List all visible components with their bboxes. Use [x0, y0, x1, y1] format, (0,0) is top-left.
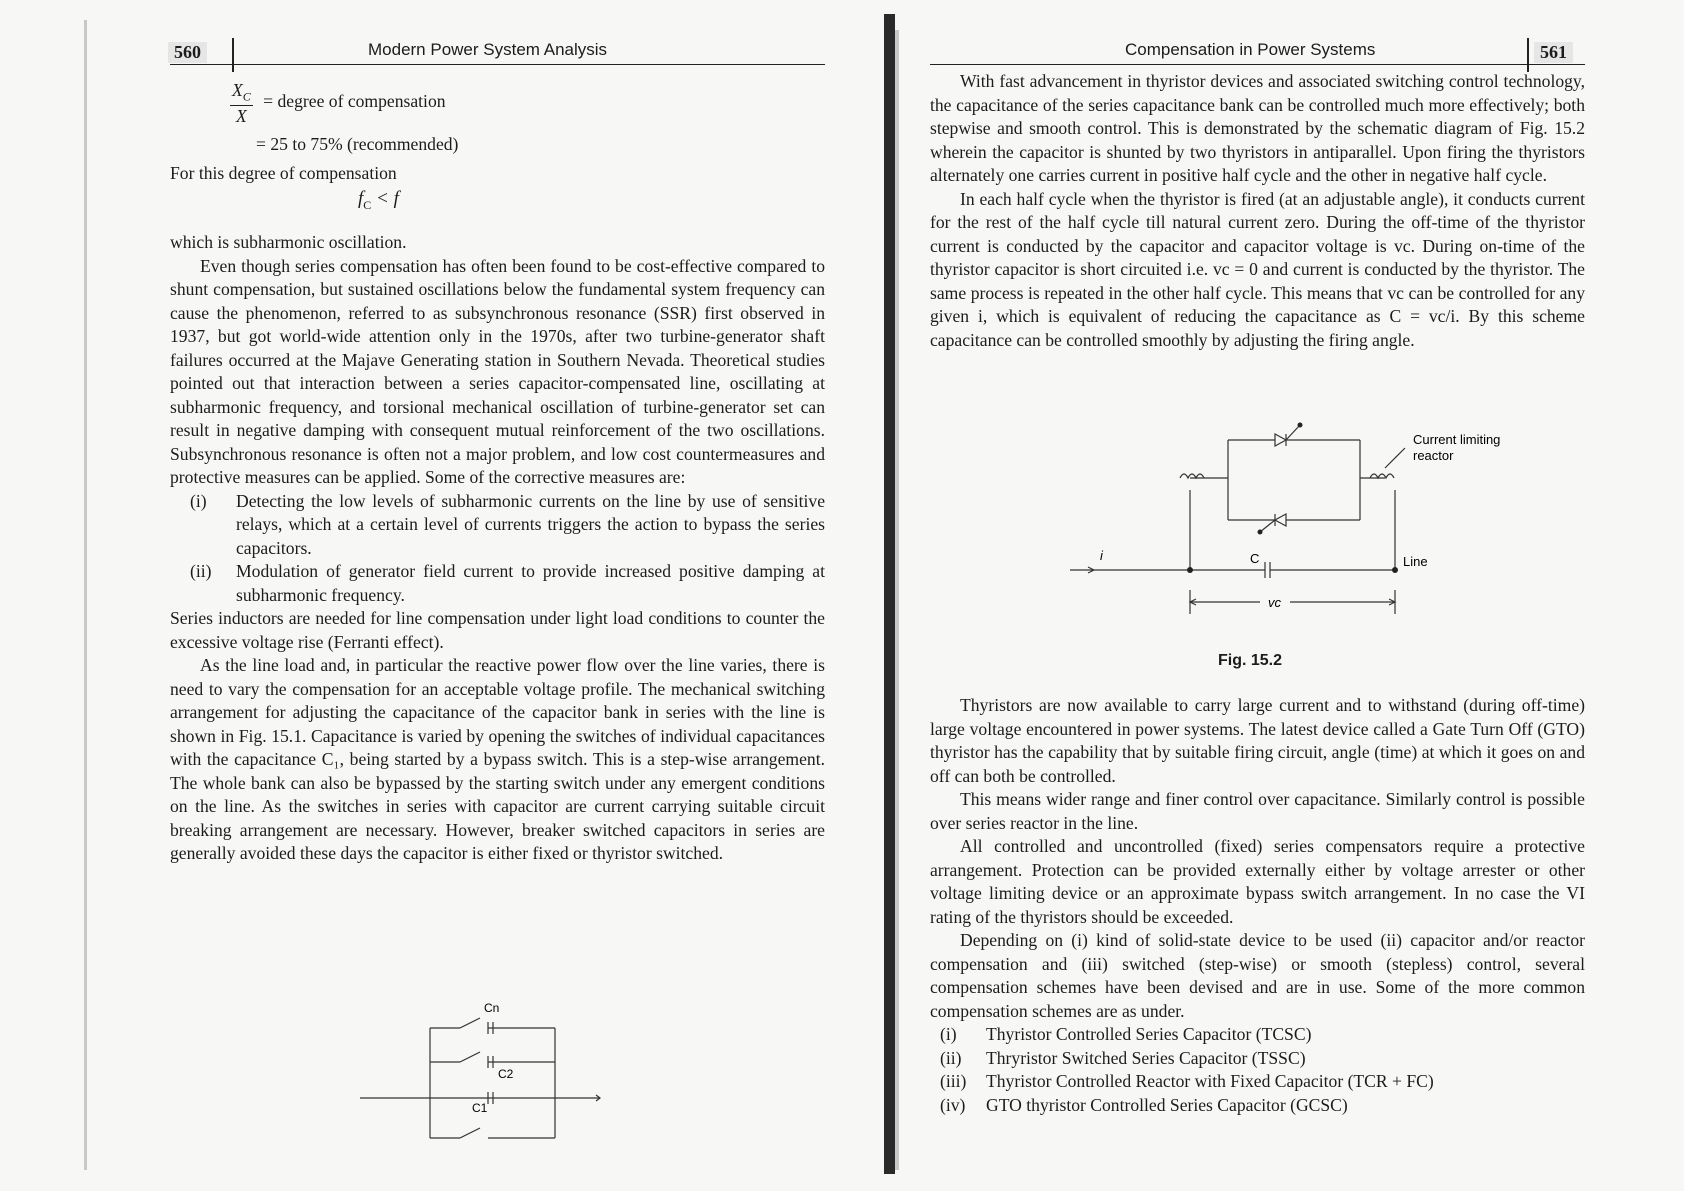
eq-denominator: X [236, 105, 247, 126]
label-c2: C2 [498, 1067, 514, 1081]
eq3-f: f [358, 188, 364, 209]
right-page-header [930, 38, 1585, 65]
right-page [930, 0, 1585, 1191]
figure-15-1-capacitor-bank [360, 990, 640, 1140]
label-reactor: reactor [1413, 448, 1454, 463]
measure-number: (ii) [190, 561, 212, 581]
scheme-number: (iii) [940, 1071, 967, 1091]
scheme-text: Thryristor Switched Series Capacitor (TSSC) [986, 1047, 1306, 1068]
book-gutter [884, 14, 895, 1174]
right-running-title: Compensation in Power Systems [1125, 40, 1376, 59]
page-edge-shadow [84, 20, 87, 1170]
para-inductors: Series inductors are needed for line compensation under light load conditions to counter the excessive voltage rise (Ferranti effect). [170, 608, 825, 652]
para-ssr: Even though series compensation has often been found to be cost-effective compared to shunt compensation, but sustained oscillations below the fundamental system frequency can cause the phenomenon, referred to as subsynchronous resonance (SSR) first observed in 1937, but got world-wide attention only in the 1970s, after two turbine-generator shaft failures occurred at the Majave Generating station in Southern Nevada. Theoretical studies pointed out that interaction between a series capacitor-compensated line, oscillating at subharmonic frequency, and torsional mechanical oscillation of turbine-generator set can result in negative damping with consequent mutual reinforcement of the two oscillations. Subsynchronous resonance is often not a major problem, and low cost countermeasures and protective measures can be applied. Some of the corrective measures are: [170, 255, 825, 487]
scheme-item-1 [930, 1023, 1585, 1047]
label-vc: vc [1268, 595, 1281, 610]
eq-numerator-sub: C [242, 89, 251, 104]
label-cn: Cn [484, 1001, 500, 1015]
right-page-number: 561 [1534, 42, 1573, 63]
label-line: Line [1403, 554, 1428, 569]
equation-range: = 25 to 75% (recommended) [256, 134, 459, 154]
measure-text: Detecting the low levels of subharmonic currents on the line by use of sensitive relays, which at a certain level of currents triggers the action to bypass the series capacitors. [236, 490, 825, 558]
measure-text: Modulation of generator field current to provide increased positive damping at subharmonic frequency. [236, 561, 825, 605]
book-gutter-shadow [895, 30, 899, 1170]
left-page-number: 560 [168, 42, 207, 63]
para-gto: Thyristors are now available to carry large current and to withstand (during off-time) large voltage encountered in power systems. The latest device called a Gate Turn Off (GTO) thyristor has the capability that by suitable firing circuit, angle (time) at which it goes on and off can both be controlled. [930, 695, 1585, 786]
left-running-title: Modern Power System Analysis [368, 40, 608, 59]
scheme-text: GTO thyristor Controlled Series Capacitor (GCSC) [986, 1094, 1348, 1115]
eq3-rest: < f [376, 188, 399, 209]
left-page-header [170, 38, 825, 65]
measure-number: (i) [190, 490, 207, 511]
eq3-sub: C [363, 197, 372, 212]
para-wider-range: This means wider range and finer control over capacitance. Similarly control is possible over series reactor in the line. [930, 789, 1585, 833]
label-current-limiting: Current limiting [1413, 432, 1501, 447]
measure-item-1 [170, 490, 825, 561]
left-text-block-2 [170, 231, 825, 866]
scheme-number: (iv) [940, 1094, 966, 1115]
scheme-item-2 [930, 1047, 1585, 1071]
scheme-item-3 [930, 1070, 1585, 1094]
para-all-controlled: All controlled and uncontrolled (fixed) series compensators require a protective arrangement. Protection can be provided externally either by voltage arrester or other voltage limiting device or an approximate bypass switch arrangement. In no case the VI rating of the thyristors should be exceeded. [930, 836, 1585, 927]
para-subharmonic: which is subharmonic oscillation. [170, 232, 407, 252]
scheme-number: (ii) [940, 1047, 962, 1068]
eq-numerator: X [232, 80, 243, 100]
label-c: C [1250, 551, 1260, 566]
measure-item-2 [170, 560, 825, 607]
left-text-block-1 [170, 162, 825, 186]
right-text-block-1 [930, 70, 1585, 352]
right-header-rule [1527, 38, 1529, 72]
left-page [170, 0, 825, 1191]
para-depending: Depending on (i) kind of solid-state device to be used (ii) capacitor and/or reactor compensation and (iii) switched (step-wise) or smooth (stepless) control, several compensation schemes have been devised and are in use. Some of the more common compensation schemes are as under. [930, 930, 1585, 1021]
figure-15-2-caption: Fig. 15.2 [1218, 652, 1283, 669]
eq-degree-text: = degree of compensation [263, 91, 446, 112]
scheme-number: (i) [940, 1024, 957, 1044]
fraction-xc-x [230, 80, 253, 127]
scheme-text: Thyristor Controlled Series Capacitor (TCSC) [986, 1024, 1312, 1044]
para-fast-advancement: With fast advancement in thyristor devices and associated switching control technology, the capacitance of the series capacitance bank can be controlled much more effectively; both stepwise and smooth control. This is demonstrated by the schematic diagram of Fig. 15.2 wherein the capacitor is shunted by two thyristors in antiparallel. Upon firing the thyristors alternately one carries current in positive half cycle and the other in negative half cycle. [930, 71, 1585, 185]
right-text-block-2 [930, 694, 1585, 1117]
equation-fc-f [358, 188, 399, 213]
left-header-rule [232, 38, 234, 72]
label-c1: C1 [472, 1101, 488, 1115]
para-half-cycle: In each half cycle when the thyristor is fired (at an adjustable angle), it conducts current for the rest of the half cycle till natural current zero. During the off-time of the thyristor current is conducted by the capacitor and capacitor voltage is vc. During on-time of the thyristor capacitor is short circuited i.e. vc = 0 and current is conducted by the thyristor. The same process is repeated in the other half cycle. This means that vc can be controlled for any given i, which is equivalent of reducing the capacitance as C = vc/i. By this scheme capacitance can be controlled smoothly by adjusting the firing angle. [930, 188, 1585, 350]
label-i: i [1100, 548, 1103, 563]
equation-degree [230, 80, 446, 127]
scheme-item-4 [930, 1094, 1585, 1118]
scheme-text: Thyristor Controlled Reactor with Fixed Capacitor (TCR + FC) [986, 1071, 1434, 1091]
line-degree: For this degree of compensation [170, 163, 397, 183]
figure-15-2-tcsc-schematic [1070, 420, 1501, 620]
para-switching: As the line load and, in particular the reactive power flow over the line varies, there is need to vary the compensation for an acceptable voltage profile. The mechanical switching arrangement for adjusting the capacitance of the capacitor bank in series with the line is shown in Fig. 15.1. Capacitance is varied by opening the switches of individual capacitances with the capacitance C₁, being started by a bypass switch. This is a step-wise arrangement. The whole bank can also be bypassed by the starting switch under any emergent conditions on the line. As the switches in series with capacitor are current carrying suitable circuit breaking arrangement are necessary. However, breaker switched capacitors in series are generally avoided these days the capacitor is either fixed or thyristor switched. [170, 655, 825, 863]
